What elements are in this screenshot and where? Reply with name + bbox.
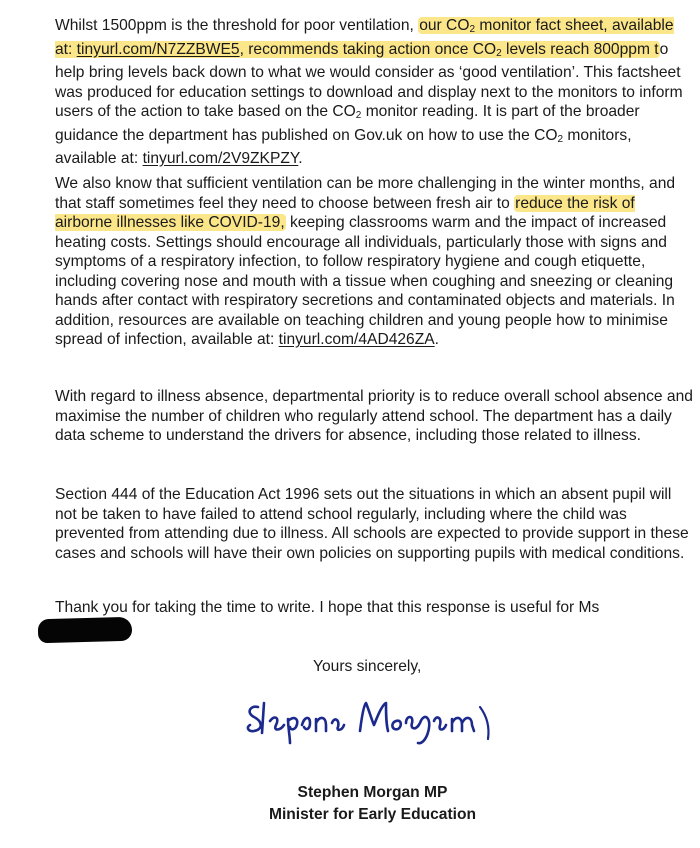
- signature: [240, 685, 500, 750]
- p2-text-c: .: [434, 331, 439, 348]
- p1-hl-d: levels reach 800ppm t: [501, 40, 659, 58]
- p1-text-b: o help bring levels back down to what we would consider as ‘good ventilation’. This factsheet was produced for education settings to download and display next to the monitors to inform users of the action to take based on the CO: [55, 40, 683, 120]
- p1-text-a: Whilst 1500ppm is the threshold for poor ventilation,: [55, 17, 419, 34]
- highlighted-text: reduce the risk of airborne illnesses like COVID-19,: [55, 194, 635, 231]
- p1-hl-b: monitor fact sheet, available at:: [55, 17, 674, 58]
- guidance-link[interactable]: tinyurl.com/2V9ZKPZY: [142, 150, 299, 167]
- p2-text-b: keeping classrooms warm and the impact of increased heating costs. Settings should encourage all individuals, particularly those with signs and symptoms of a respiratory infection, to follow respiratory hygiene and cough etiquette, including covering nose and mouth with a tissue when coughing and sneezing or cleaning hands after contact with respiratory secretions and contaminated objects and materials. In addition, resources are available on teaching children and young people how to minimise spread of infection, available at:: [55, 214, 675, 348]
- p1-hl-a: our CO: [419, 17, 470, 34]
- closing: Yours sincerely,: [313, 658, 422, 675]
- subscript-2: 2: [496, 47, 502, 59]
- subscript-2: 2: [469, 24, 476, 35]
- p1-text-d: monitors, available at:: [55, 126, 632, 167]
- paragraph-co2-monitor: [55, 16, 695, 169]
- redaction-mark: [38, 617, 133, 643]
- p1-hl-c: , recommends taking action once CO: [239, 40, 497, 58]
- p1-text-e: .: [298, 150, 303, 167]
- subscript-2: 2: [557, 133, 564, 145]
- paragraph-winter-ventilation: [55, 174, 695, 350]
- p1-text-c: monitor reading. It is part of the broader guidance the department has published on Gov.uk on how to use the CO: [55, 103, 640, 144]
- signatory-title: Minister for Early Education: [268, 806, 477, 823]
- subscript-2: 2: [355, 110, 362, 121]
- paragraph-section-444: Section 444 of the Education Act 1996 sets out the situations in which an absent pupil will not be taken to have failed to attend school regularly, including where the child was prevented from attending due to illness. All schools are expected to provide support in these cases and schools will have their own policies on supporting pupils with medical conditions.: [55, 486, 689, 562]
- paragraph-thank-you: Thank you for taking the time to write. I hope that this response is useful for Ms: [55, 599, 600, 616]
- p2-text-a: We also know that sufficient ventilation can be more challenging in the winter months, and that staff sometimes feel they need to choose between fresh air to: [55, 175, 676, 212]
- factsheet-link[interactable]: tinyurl.com/N7ZZBWE5: [76, 40, 240, 58]
- paragraph-illness-absence: With regard to illness absence, departmental priority is to reduce overall school absence and maximise the number of children who regularly attend school. The department has a daily data scheme to understand the drivers for absence, including those related to illness.: [55, 388, 693, 444]
- resources-link[interactable]: tinyurl.com/4AD426ZA: [278, 331, 435, 348]
- signatory-name: Stephen Morgan MP: [297, 784, 448, 801]
